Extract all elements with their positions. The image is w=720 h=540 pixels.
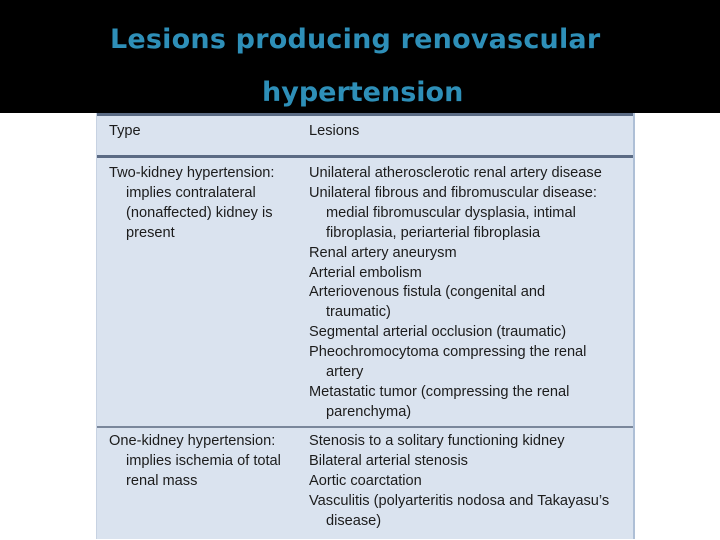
row-divider (97, 426, 633, 428)
table-top-rule (97, 113, 633, 116)
type-line: Two-kidney hypertension: (109, 165, 275, 181)
lesion-line: disease) (326, 512, 382, 529)
lesion-line: fibroplasia, periarterial fibroplasia (326, 224, 541, 241)
type-line: One-kidney hypertension: (109, 433, 276, 449)
lesion-line: traumatic) (326, 304, 391, 321)
column-header-type: Type (109, 123, 141, 139)
row-one-kidney-lesions (309, 432, 609, 532)
lesion-line: Bilateral arterial stenosis (309, 452, 468, 469)
column-header-lesions: Lesions (309, 123, 360, 139)
lesions-table (96, 113, 635, 539)
row-two-kidney-lesions (309, 164, 602, 423)
lesion-line: Unilateral atherosclerotic renal artery disease (309, 165, 602, 181)
lesion-line: Pheochromocytoma compressing the renal (309, 344, 587, 361)
lesion-line: Renal artery aneurysm (309, 244, 457, 261)
lesion-line: Vasculitis (polyarteritis nodosa and Takayasu’s (309, 492, 610, 509)
slide-title-line-1: Lesions producing renovascular (110, 24, 601, 55)
type-line: renal mass (126, 472, 198, 489)
lesion-line: Segmental arterial occlusion (traumatic) (309, 324, 567, 341)
type-line: present (126, 224, 175, 241)
lesion-line: parenchyma) (326, 403, 412, 420)
lesion-line: Aortic coarctation (309, 472, 422, 489)
lesion-line: Arteriovenous fistula (congenital and (309, 284, 546, 301)
type-line: (nonaffected) kidney is (126, 204, 273, 221)
lesion-line: Arterial embolism (309, 264, 422, 281)
row-one-kidney-type (109, 432, 281, 492)
type-line: implies contralateral (126, 184, 256, 201)
title-band (0, 0, 720, 113)
lesion-line: Unilateral fibrous and fibromuscular disease: (309, 184, 597, 201)
row-two-kidney-type (109, 164, 274, 244)
slide-title-line-2: hypertension (262, 77, 464, 108)
lesion-line: artery (326, 364, 364, 381)
header-rule (97, 155, 633, 158)
lesion-line: Metastatic tumor (compressing the renal (309, 383, 570, 400)
type-line: implies ischemia of total (126, 452, 281, 469)
lesion-line: Stenosis to a solitary functioning kidney (309, 433, 565, 449)
lesion-line: medial fibromuscular dysplasia, intimal (326, 204, 576, 221)
